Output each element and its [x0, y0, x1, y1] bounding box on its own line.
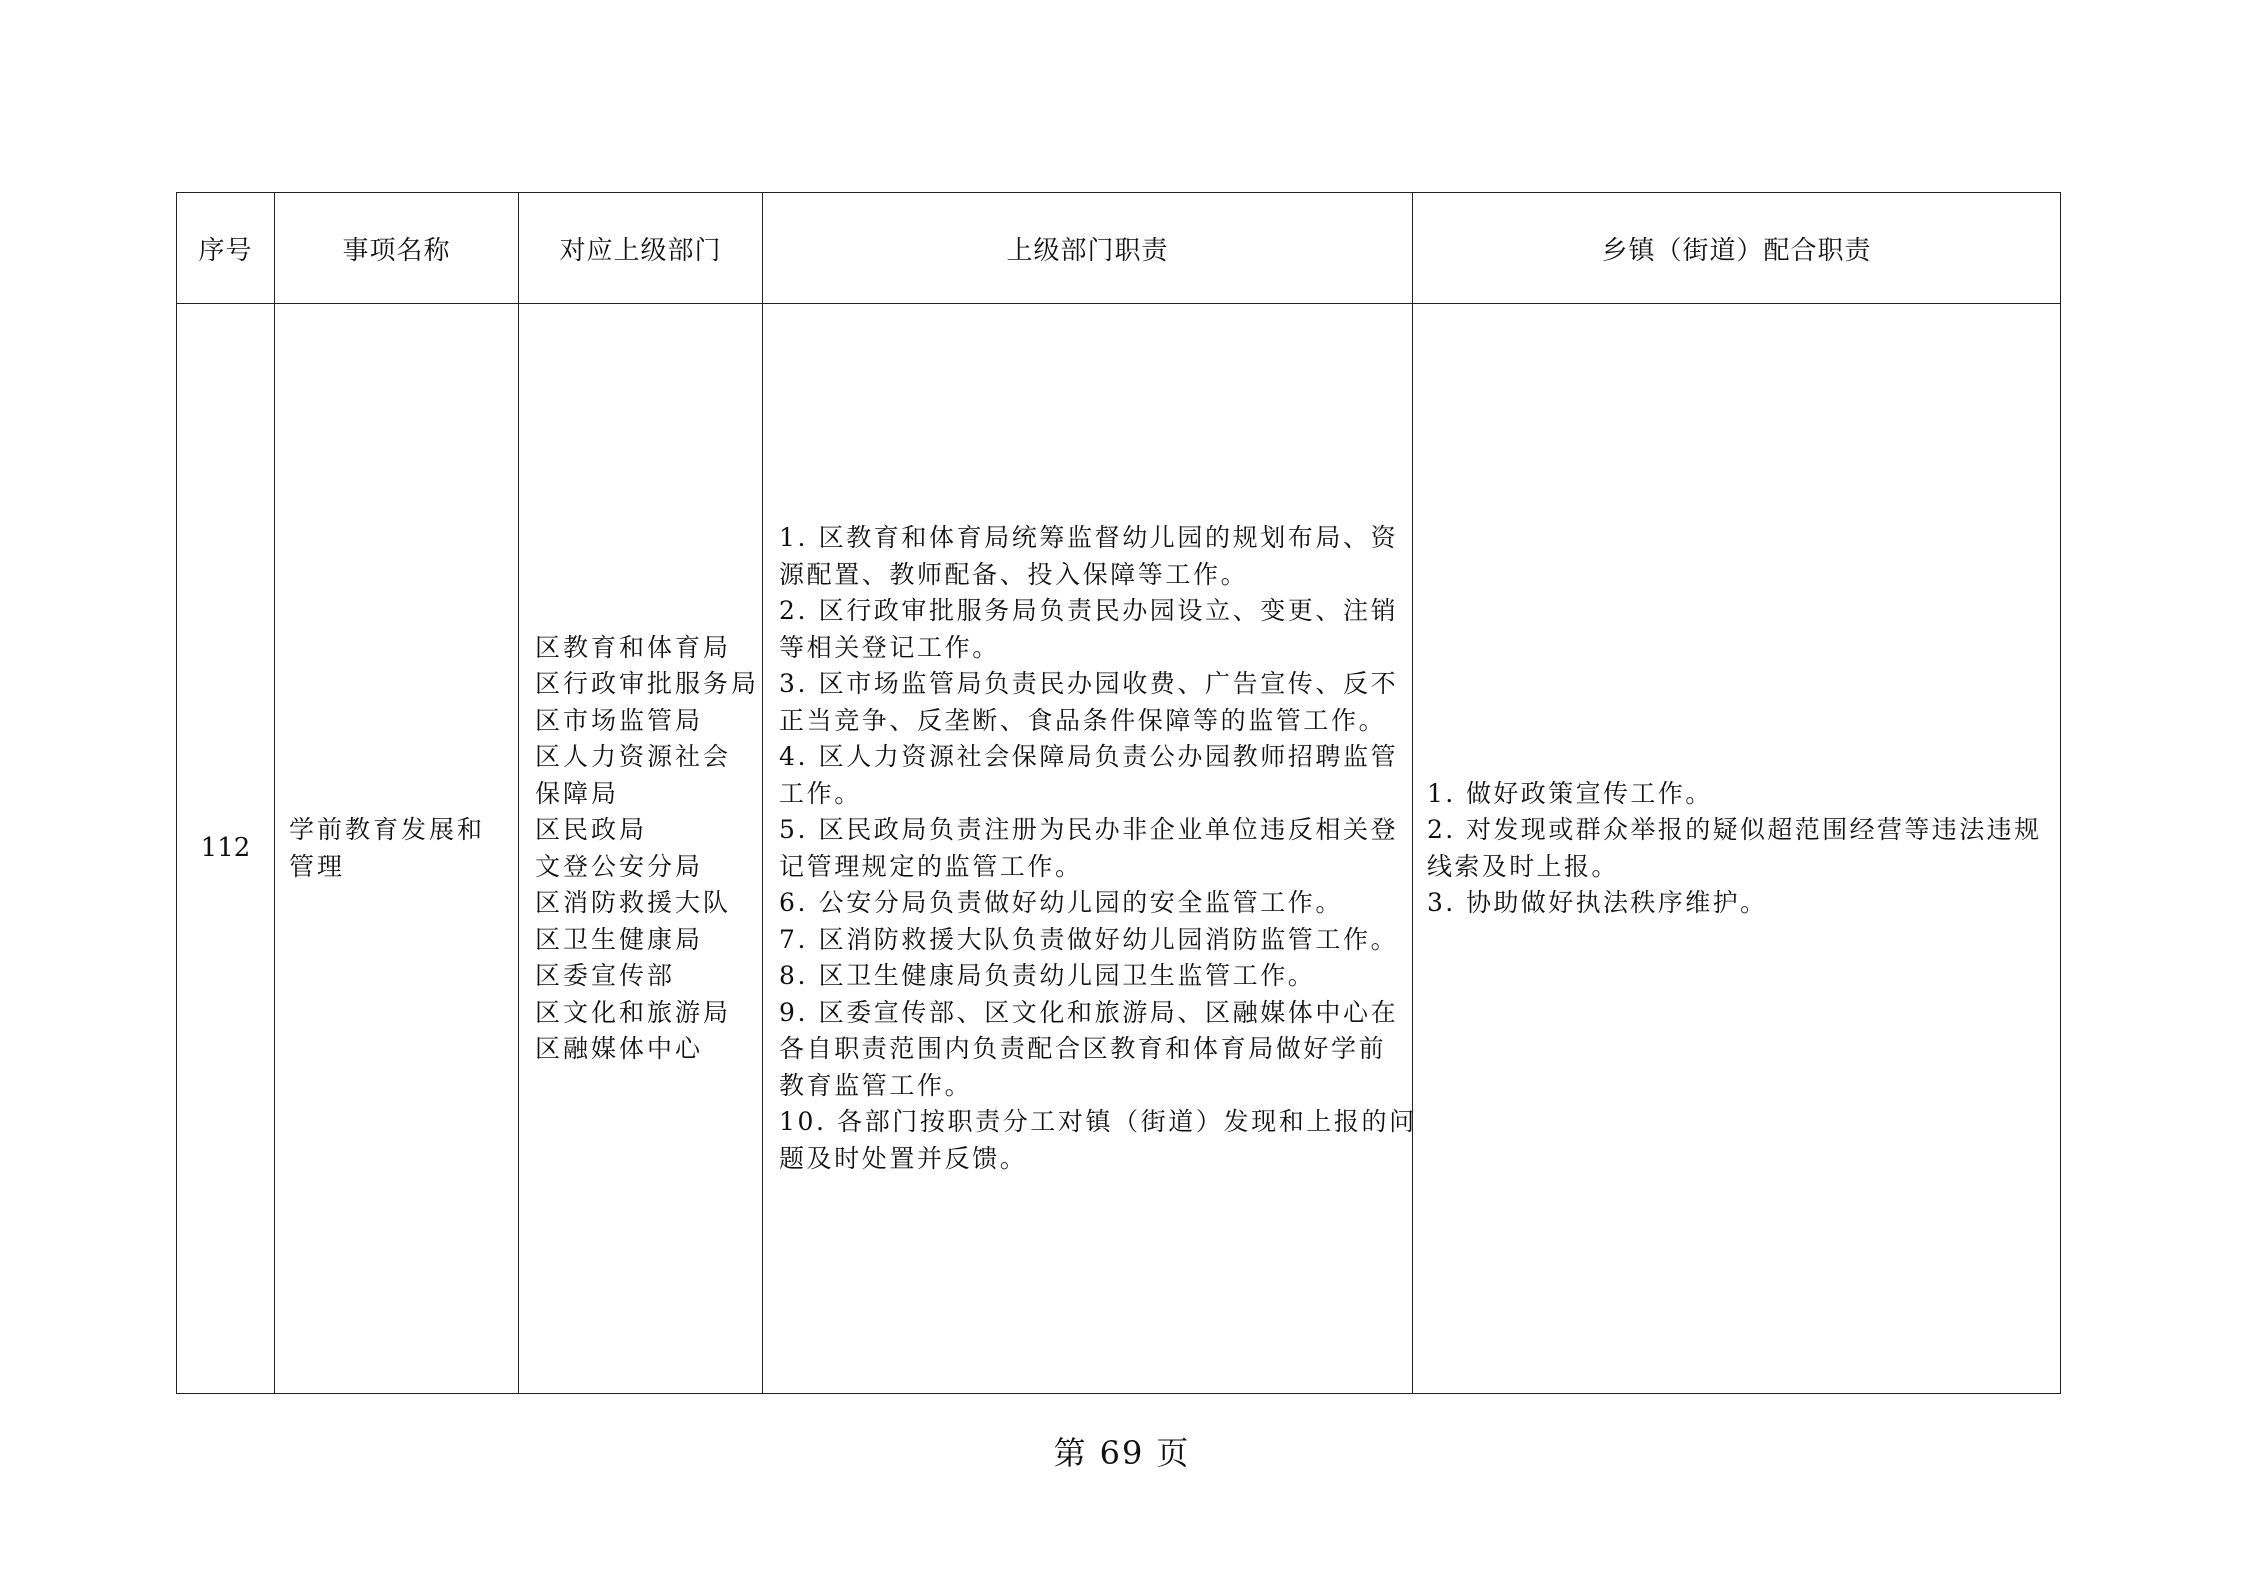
town-duty-line: 线索及时上报。	[1427, 851, 1619, 881]
upper-duty-line: 10. 各部门按职责分工对镇（街道）发现和上报的问	[779, 1107, 1417, 1137]
page-footer	[0, 1428, 2244, 1474]
upper-duty-line: 4. 区人力资源社会保障局负责公办园教师招聘监管	[779, 742, 1399, 772]
upper-duty-line: 工作。	[779, 778, 862, 808]
town-duty-line: 1. 做好政策宣传工作。	[1427, 778, 1713, 808]
upper-duty-line: 8. 区卫生健康局负责幼儿园卫生监管工作。	[779, 961, 1316, 991]
department-line: 区教育和体育局	[535, 632, 732, 662]
town-duty-line: 2. 对发现或群众举报的疑似超范围经营等违法违规	[1427, 815, 2042, 845]
upper-duty-line: 1. 区教育和体育局统筹监督幼儿园的规划布局、资	[779, 523, 1399, 553]
department-line: 区融媒体中心	[535, 1034, 704, 1064]
table-row	[177, 304, 2061, 1394]
header-departments: 对应上级部门	[519, 193, 763, 304]
table-header-row	[177, 193, 2061, 304]
department-line: 区消防救援大队	[535, 888, 732, 918]
upper-duty-line: 7. 区消防救援大队负责做好幼儿园消防监管工作。	[779, 924, 1399, 954]
upper-duty-line: 6. 公安分局负责做好幼儿园的安全监管工作。	[779, 888, 1344, 918]
department-line: 区人力资源社会	[535, 742, 732, 772]
department-line: 区文化和旅游局	[535, 997, 732, 1027]
item-name-cell	[275, 304, 519, 1394]
town-duties-cell	[1413, 304, 2061, 1394]
upper-duty-line: 各自职责范围内负责配合区教育和体育局做好学前	[779, 1034, 1387, 1064]
upper-duty-line: 5. 区民政局负责注册为民办非企业单位违反相关登	[779, 815, 1399, 845]
department-line: 文登公安分局	[535, 851, 704, 881]
responsibility-table	[176, 192, 2061, 1394]
town-duty-line: 3. 协助做好执法秩序维护。	[1427, 888, 1768, 918]
header-upper-duties: 上级部门职责	[763, 193, 1413, 304]
header-item-name: 事项名称	[275, 193, 519, 304]
item-name-line: 学前教育发展和	[289, 815, 486, 845]
page-number: 69	[1099, 1434, 1145, 1472]
upper-duty-line: 2. 区行政审批服务局负责民办园设立、变更、注销	[779, 596, 1399, 626]
upper-duty-line: 3. 区市场监管局负责民办园收费、广告宣传、反不	[779, 669, 1399, 699]
header-town-duties: 乡镇（街道）配合职责	[1413, 193, 2061, 304]
department-line: 保障局	[535, 778, 620, 808]
page-suffix: 页	[1156, 1434, 1191, 1472]
upper-duty-line: 源配置、教师配备、投入保障等工作。	[779, 559, 1249, 589]
department-line: 区委宣传部	[535, 961, 676, 991]
department-line: 区卫生健康局	[535, 924, 704, 954]
seq-cell: 112	[177, 304, 275, 1394]
departments-cell	[519, 304, 763, 1394]
upper-duty-line: 正当竞争、反垄断、食品条件保障等的监管工作。	[779, 705, 1387, 735]
item-name-line: 管理	[289, 851, 346, 881]
upper-duty-line: 记管理规定的监管工作。	[779, 851, 1083, 881]
upper-duty-line: 题及时处置并反馈。	[779, 1143, 1028, 1173]
department-line: 区行政审批服务局	[535, 669, 760, 699]
department-line: 区民政局	[535, 815, 648, 845]
upper-duties-cell	[763, 304, 1417, 1394]
page-prefix: 第	[1053, 1434, 1088, 1472]
department-line: 区市场监管局	[535, 705, 704, 735]
upper-duty-line: 9. 区委宣传部、区文化和旅游局、区融媒体中心在	[779, 997, 1399, 1027]
header-seq: 序号	[177, 193, 275, 304]
upper-duty-line: 等相关登记工作。	[779, 632, 1000, 662]
upper-duty-line: 教育监管工作。	[779, 1070, 973, 1100]
